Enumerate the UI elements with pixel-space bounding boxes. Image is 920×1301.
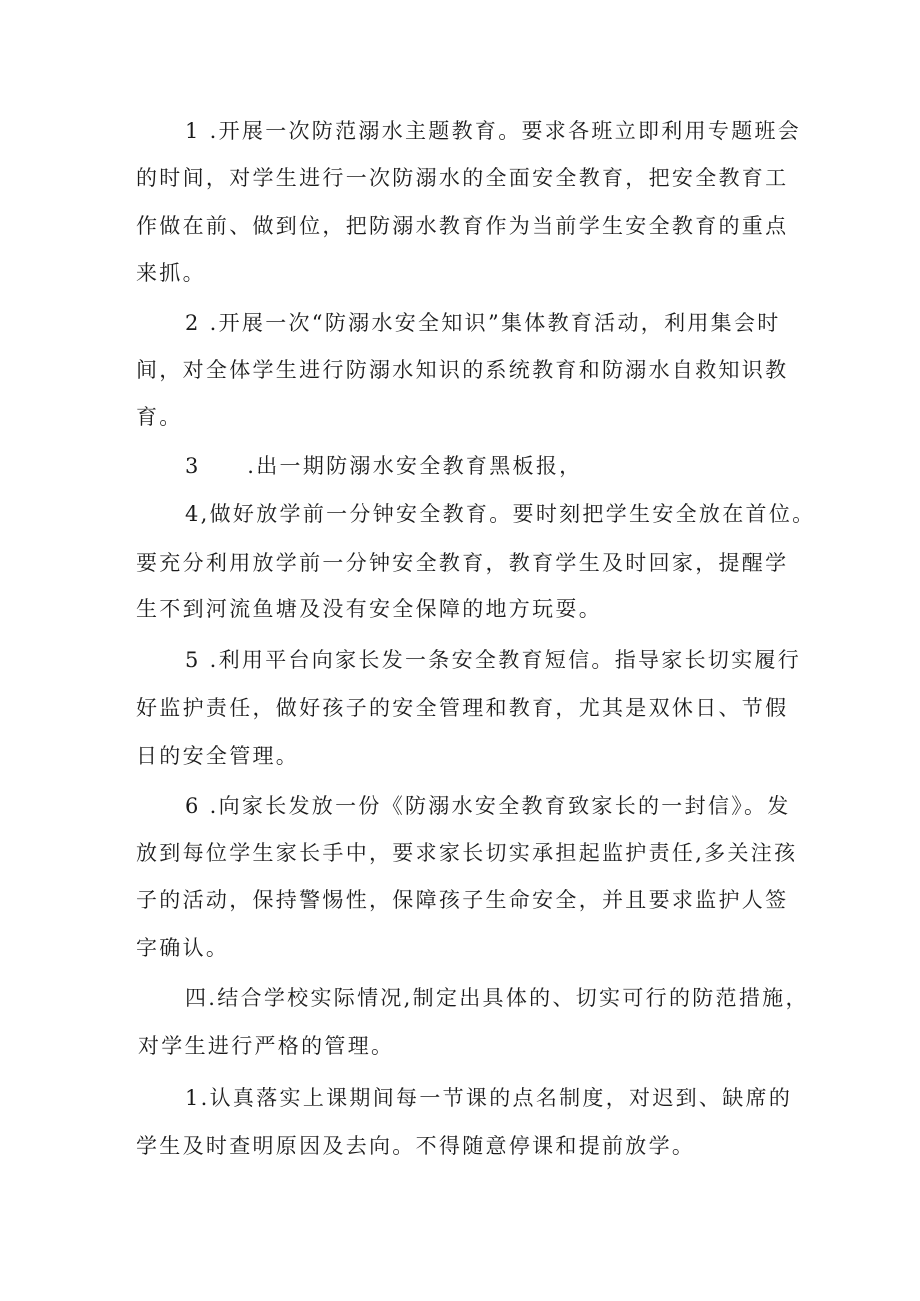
text-line: 3 .出一期防溺水安全教育黑板报， bbox=[185, 454, 583, 478]
text-line: 放到每位学生家长手中，要求家长切实承担起监护责任,多关注孩 bbox=[136, 841, 798, 865]
text-line: 日的安全管理。 bbox=[136, 744, 300, 768]
text-line: 对学生进行严格的管理。 bbox=[138, 1034, 395, 1058]
text-line: 的时间，对学生进行一次防溺水的全面安全教育，把安全教育工 bbox=[136, 166, 789, 190]
text-line: 生不到河流鱼塘及没有安全保障的地方玩耍。 bbox=[136, 597, 602, 621]
text-line: 四.结合学校实际情况,制定出具体的、切实可行的防范措施， bbox=[185, 986, 809, 1010]
text-line: 2 .开展一次“防溺水安全知识”集体教育活动，利用集会时 bbox=[185, 311, 781, 335]
text-line: 要充分利用放学前一分钟安全教育，教育学生及时回家，提醒学 bbox=[136, 551, 789, 575]
text-line: 1.认真落实上课期间每一节课的点名制度，对迟到、缺席的 bbox=[185, 1086, 793, 1110]
text-line: 4,做好放学前一分钟安全教育。要时刻把学生安全放在首位。 bbox=[185, 502, 816, 526]
text-line: 来抓。 bbox=[136, 261, 206, 285]
text-line: 1 .开展一次防范溺水主题教育。要求各班立即利用专题班会 bbox=[185, 119, 802, 143]
text-line: 字确认。 bbox=[136, 936, 230, 960]
text-line: 学生及时查明原因及去向。不得随意停课和提前放学。 bbox=[136, 1134, 696, 1158]
text-line: 5 .利用平台向家长发一条安全教育短信。指导家长切实履行 bbox=[185, 648, 802, 672]
text-line: 6 .向家长发放一份《防溺水安全教育致家长的一封信》。发 bbox=[185, 794, 791, 818]
text-line: 好监护责任，做好孩子的安全管理和教育，尤其是双休日、节假 bbox=[136, 696, 789, 720]
text-line: 子的活动，保持警惕性，保障孩子生命安全，并且要求监护人签 bbox=[136, 888, 789, 912]
text-line: 间，对全体学生进行防溺水知识的系统教育和防溺水自救知识教 bbox=[136, 358, 789, 382]
text-line: 育。 bbox=[136, 405, 183, 429]
text-line: 作做在前、做到位，把防溺水教育作为当前学生安全教育的重点 bbox=[136, 214, 789, 238]
